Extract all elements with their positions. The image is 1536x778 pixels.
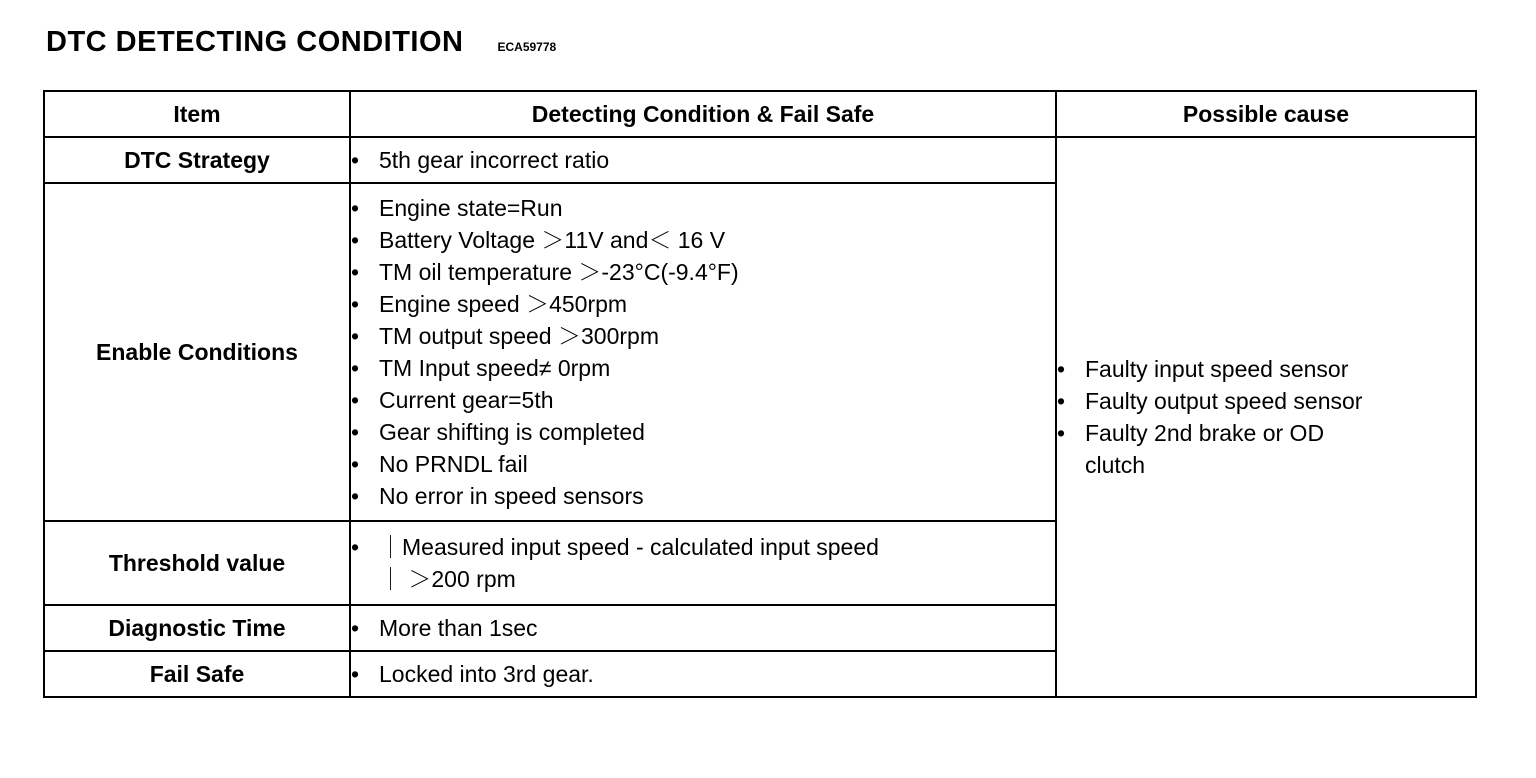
possible-cause-item: • Faulty output speed sensor [1057, 385, 1475, 417]
condition-list [351, 658, 1055, 690]
column-header-item: Item [44, 91, 350, 137]
document-code: ECA59778 [497, 40, 557, 54]
page-title: DTC DETECTING CONDITION [46, 26, 464, 58]
item-enable-conditions: Enable Conditions [44, 183, 350, 521]
condition-cell-enable-conditions [350, 183, 1056, 521]
condition-item: • Battery Voltage ＞11V and＜ 16 V [351, 224, 1055, 256]
condition-cell-dtc-strategy [350, 137, 1056, 183]
column-header-possible-cause: Possible cause [1056, 91, 1476, 137]
condition-list [351, 144, 1055, 176]
table-row-dtc-strategy [44, 137, 1476, 183]
table-header-row [44, 91, 1476, 137]
dtc-table [43, 90, 1477, 698]
condition-item: • More than 1sec [351, 612, 1055, 644]
condition-list [351, 531, 1055, 595]
condition-item: • No PRNDL fail [351, 448, 1055, 480]
condition-list [351, 192, 1055, 512]
condition-item: • Current gear=5th [351, 384, 1055, 416]
condition-item: • No error in speed sensors [351, 480, 1055, 512]
possible-cause-item: • Faulty 2nd brake or OD clutch [1057, 417, 1325, 481]
condition-item: • Engine state=Run [351, 192, 1055, 224]
item-diagnostic-time: Diagnostic Time [44, 605, 350, 651]
condition-item: • Locked into 3rd gear. [351, 658, 1055, 690]
condition-item: • TM Input speed≠ 0rpm [351, 352, 1055, 384]
condition-list [351, 612, 1055, 644]
item-threshold-value: Threshold value [44, 521, 350, 605]
possible-cause-list [1057, 353, 1475, 481]
condition-item: • Gear shifting is completed [351, 416, 1055, 448]
condition-cell-threshold-value [350, 521, 1056, 605]
page-header [46, 26, 556, 59]
condition-cell-diagnostic-time [350, 605, 1056, 651]
condition-item: • TM output speed ＞300rpm [351, 320, 1055, 352]
possible-cause-item: • Faulty input speed sensor [1057, 353, 1475, 385]
column-header-detecting-condition: Detecting Condition & Fail Safe [350, 91, 1056, 137]
item-dtc-strategy: DTC Strategy [44, 137, 350, 183]
condition-item: • Engine speed ＞450rpm [351, 288, 1055, 320]
condition-item: • 5th gear incorrect ratio [351, 144, 1055, 176]
possible-cause-cell [1056, 137, 1476, 697]
condition-item: • ｜Measured input speed - calculated input speed｜ ＞200 rpm [351, 531, 899, 595]
item-fail-safe: Fail Safe [44, 651, 350, 697]
condition-cell-fail-safe [350, 651, 1056, 697]
condition-item: • TM oil temperature ＞-23°C(-9.4°F) [351, 256, 1055, 288]
